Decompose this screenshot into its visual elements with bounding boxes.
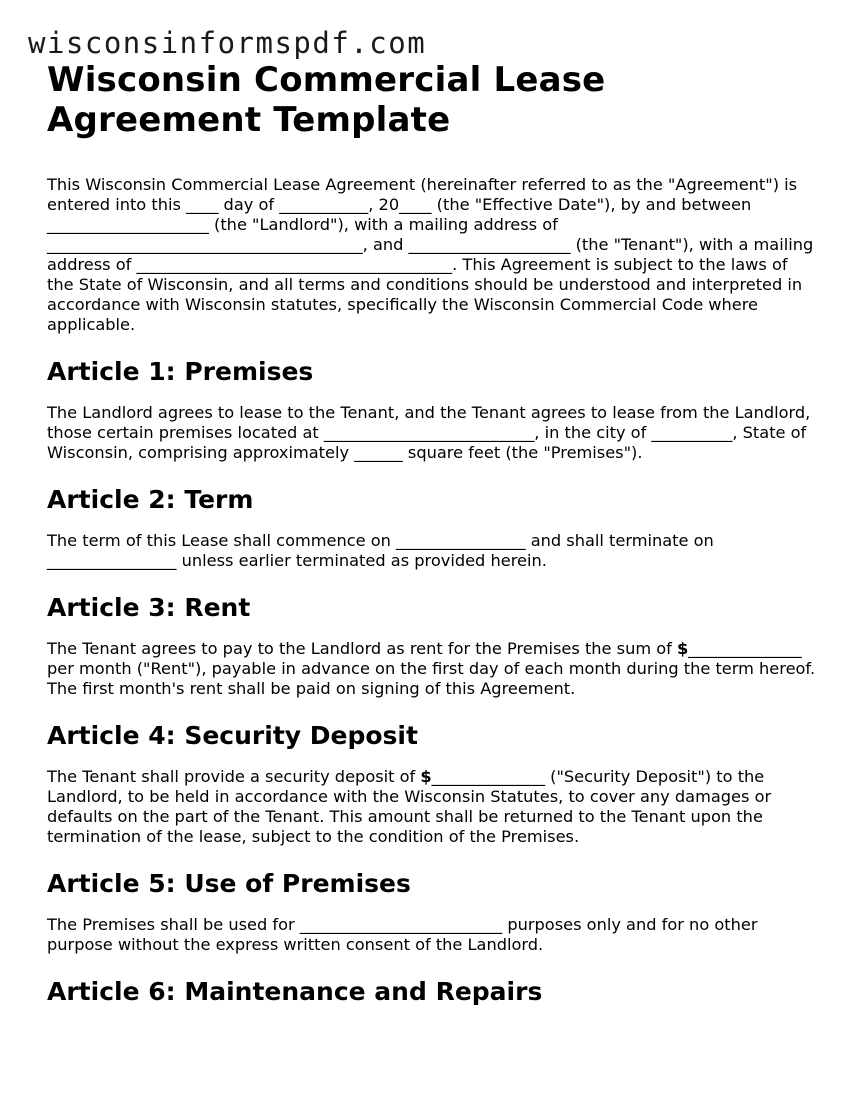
article-1-heading: Article 1: Premises [47, 357, 314, 386]
site-watermark: wisconsinformspdf.com [28, 26, 427, 60]
article-3-body [47, 639, 817, 699]
article-1-body: The Landlord agrees to lease to the Tenant, and the Tenant agrees to lease from the Landlord, those certain premises located at __________________________, in the city of __________, State of Wisconsin, comprising approximately ______ square feet (the "Premises"). [47, 403, 811, 462]
article-2-body: The term of this Lease shall commence on ________________ and shall terminate on ________________ unless earlier terminated as provided herein. [47, 531, 714, 570]
article-3-body-prefix: The Tenant agrees to pay to the Landlord as rent for the Premises the sum of [47, 639, 678, 658]
article-2-heading: Article 2: Term [47, 485, 254, 514]
article-4-dollar-sign: $ [420, 767, 432, 786]
article-5-heading: Article 5: Use of Premises [47, 869, 411, 898]
article-4-heading: Article 4: Security Deposit [47, 721, 418, 750]
document-title: Wisconsin Commercial Lease Agreement Template [47, 60, 606, 140]
article-3-body-suffix: ______________ per month ("Rent"), payable in advance on the first day of each month during the term hereof. The first month's rent shall be paid on signing of this Agreement. [47, 639, 816, 698]
article-4-body-suffix: ______________ ("Security Deposit") to the Landlord, to be held in accordance with the Wisconsin Statutes, to cover any damages or defaults on the part of the Tenant. This amount shall be returned to the Tenant upon the termination of the lease, subject to the condition of the Premises. [47, 767, 772, 846]
intro-paragraph: This Wisconsin Commercial Lease Agreement (hereinafter referred to as the "Agreement") is entered into this ____ day of ___________, 20____ (the "Effective Date"), by and between ____________________ (the "Landlord"), with a mailing address of _______________________________________, and ____________________ (the "Tenant"), with a mailing address of _______________________________________. This Agreement is subject to the laws of the State of Wisconsin, and all terms and conditions should be understood and interpreted in accordance with Wisconsin statutes, specifically the Wisconsin Commercial Code where applicable. [47, 175, 814, 334]
document-body [47, 60, 817, 1007]
article-6-heading: Article 6: Maintenance and Repairs [47, 977, 543, 1006]
article-3-dollar-sign: $ [677, 639, 689, 658]
article-4-body [47, 767, 817, 847]
article-4-body-prefix: The Tenant shall provide a security deposit of [47, 767, 421, 786]
article-5-body: The Premises shall be used for _________________________ purposes only and for no other purpose without the express written consent of the Landlord. [47, 915, 758, 954]
article-3-heading: Article 3: Rent [47, 593, 251, 622]
